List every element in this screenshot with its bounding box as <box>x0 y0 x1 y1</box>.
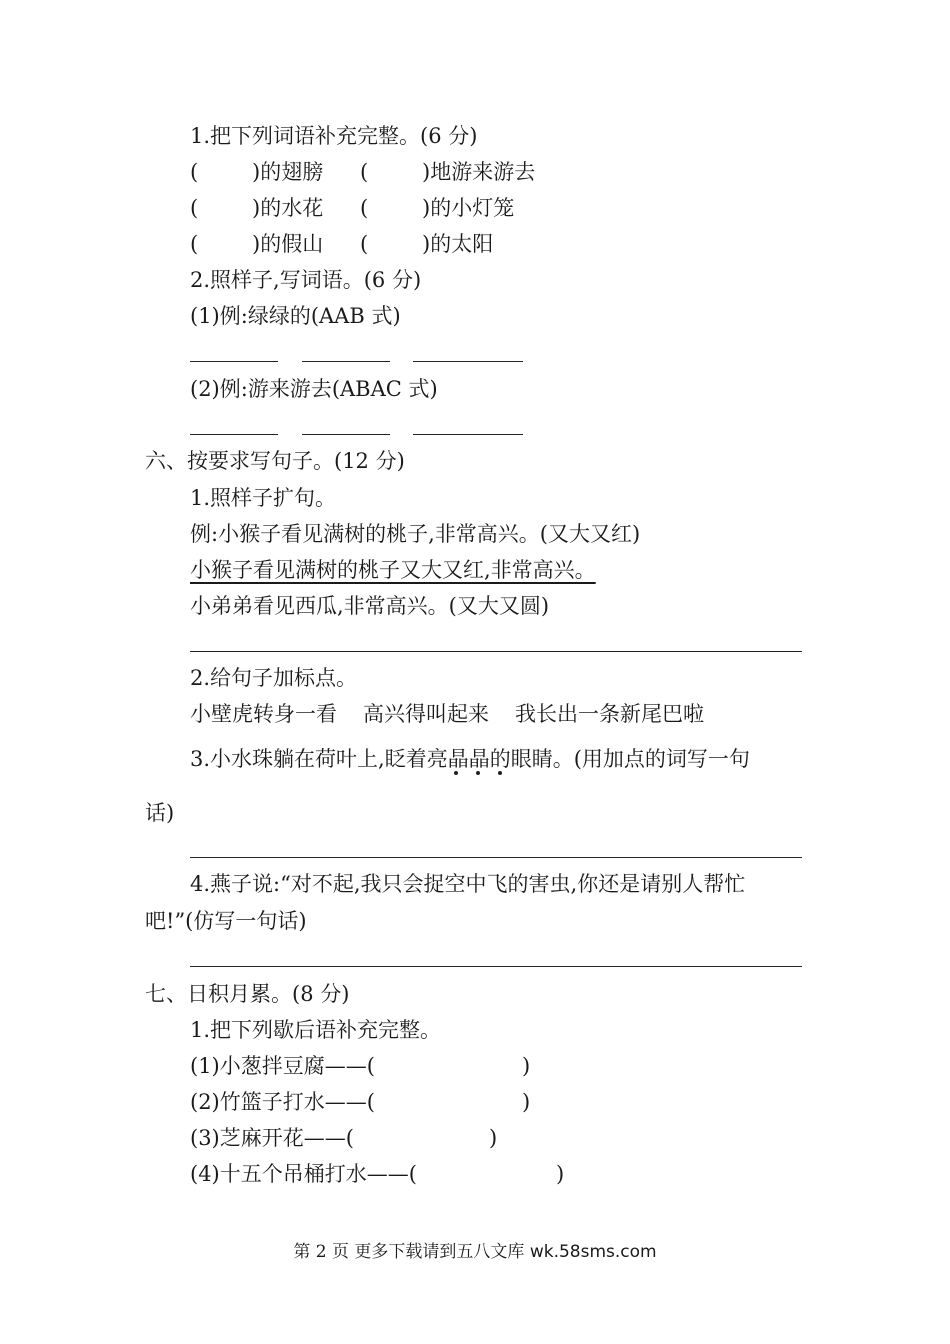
fill-row-3-word-b: )的太阳 <box>422 232 494 256</box>
xiehouyu-item-1: (1)小葱拌豆腐——( <box>190 1054 375 1078</box>
footer-page-text: 第 2 页 更多下载请到五八文库 <box>293 1242 525 1262</box>
xiehouyu-close-3: ) <box>489 1126 498 1150</box>
footer-site-link[interactable]: wk.58sms.com <box>529 1242 657 1262</box>
fill-row-1-open-b: ( <box>360 160 369 184</box>
xiehouyu-item-2: (2)竹篮子打水——( <box>190 1090 375 1114</box>
page-footer <box>0 1240 950 1264</box>
q6-2-segment: 小壁虎转身一看 <box>190 702 337 726</box>
fill-row-2-open-a: ( <box>190 196 199 220</box>
answer-blank[interactable] <box>302 361 390 362</box>
emphasis-dot <box>454 771 458 775</box>
q6-1-task: 小弟弟看见西瓜,非常高兴。(又大又圆) <box>190 594 550 618</box>
answer-line[interactable] <box>190 651 802 652</box>
q6-4-line-1: 4.燕子说:“对不起,我只会捉空中飞的害虫,你还是请别人帮忙 <box>190 872 746 896</box>
q6-3-line-1: 3.小水珠躺在荷叶上,眨着亮晶晶的眼睛。(用加点的词写一句 <box>190 747 750 771</box>
fill-row-3-word-a: )的假山 <box>252 232 324 256</box>
q6-4-line-2: 吧!”(仿写一句话) <box>145 909 307 933</box>
xiehouyu-item-4: (4)十五个吊桶打水——( <box>190 1162 417 1186</box>
xiehouyu-close-1: ) <box>522 1054 531 1078</box>
q6-2-segment: 高兴得叫起来 <box>363 702 489 726</box>
answer-blank[interactable] <box>413 361 523 362</box>
xiehouyu-close-4: ) <box>556 1162 565 1186</box>
answer-line[interactable] <box>190 966 802 967</box>
emphasis-dot <box>476 771 480 775</box>
q6-2-segment: 我长出一条新尾巴啦 <box>515 702 704 726</box>
q6-1-title: 1.照样子扩句。 <box>190 486 337 510</box>
q6-2-title: 2.给句子加标点。 <box>190 666 358 690</box>
fill-row-3-open-a: ( <box>190 232 199 256</box>
answer-line[interactable] <box>190 857 802 858</box>
fill-row-1-word-a: )的翅膀 <box>252 160 324 184</box>
fill-row-2-word-a: )的水花 <box>252 196 324 220</box>
fill-row-2-word-b: )的小灯笼 <box>422 196 515 220</box>
fill-row-1-word-b: )地游来游去 <box>422 160 536 184</box>
q6-3-line-2: 话) <box>145 801 175 825</box>
emphasis-dot <box>498 771 502 775</box>
q5-2-example-2: (2)例:游来游去(ABAC 式) <box>190 377 438 401</box>
answer-blank[interactable] <box>190 361 278 362</box>
answer-blank[interactable] <box>190 434 278 435</box>
xiehouyu-close-2: ) <box>522 1090 531 1114</box>
answer-blank[interactable] <box>302 434 390 435</box>
q6-1-example: 例:小猴子看见满树的桃子,非常高兴。(又大又红) <box>190 522 641 546</box>
q5-2-title: 2.照样子,写词语。(6 分) <box>190 268 422 292</box>
q5-2-example-1: (1)例:绿绿的(AAB 式) <box>190 304 401 328</box>
fill-row-2-open-b: ( <box>360 196 369 220</box>
fill-row-3-open-b: ( <box>360 232 369 256</box>
q6-1-example-answer: 小猴子看见满树的桃子又大又红,非常高兴。 <box>190 558 596 582</box>
fill-row-1-open-a: ( <box>190 160 199 184</box>
xiehouyu-item-3: (3)芝麻开花——( <box>190 1126 354 1150</box>
section-6-heading: 六、按要求写句子。(12 分) <box>145 449 405 473</box>
q7-1-title: 1.把下列歇后语补充完整。 <box>190 1018 442 1042</box>
section-7-heading: 七、日积月累。(8 分) <box>145 982 350 1006</box>
q6-2-sentence <box>190 700 704 728</box>
answer-blank[interactable] <box>413 434 523 435</box>
q5-1-title: 1.把下列词语补充完整。(6 分) <box>190 124 478 148</box>
